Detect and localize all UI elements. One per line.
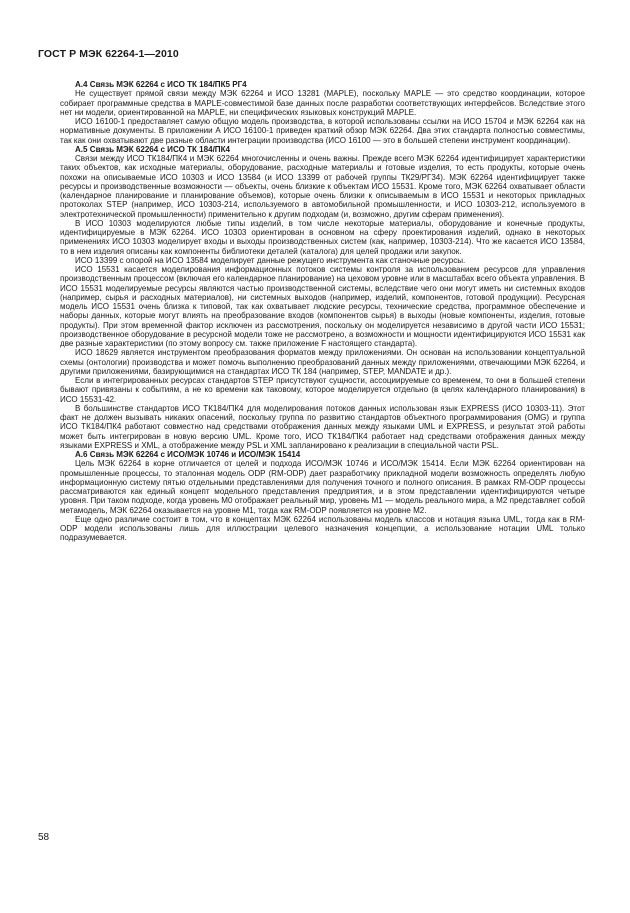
section-heading-a4: А.4 Связь МЭК 62264 с ИСО ТК 184/ПК5 РГ4 <box>75 80 247 89</box>
paragraph: ИСО 16100-1 предоставляет самую общую модель производства, в которой использованы ссылки на ИСО 15704 и МЭК 62264 как на нормативные документы. В приложении А ИСО 16100-1 приведен краткий обзор МЭК 62264. Два этих стандарта полностью совместимы, так как они охватывают две разные области интеграции производства (ИСО 16100 — это в большей степени инструмент координации). <box>60 117 585 145</box>
page-header: ГОСТ Р МЭК 62264-1—2010 <box>38 48 179 60</box>
paragraph: ИСО 13399 с опорой на ИСО 13584 моделирует данные режущего инструмента как станочные ресурсы. <box>75 255 466 265</box>
paragraph: Не существует прямой связи между МЭК 62264 и ИСО 13281 (MAPLE), поскольку MAPLE — это средство координации, которое собирает программные средства в MAPLE-совместимой базе данных после разработки соответствующих интерфейсов. Вследствие этого нет ни модели, ориентированной на MAPLE, ни специфических языковых конструкций MAPLE. <box>60 89 585 117</box>
page-number: 58 <box>38 832 50 843</box>
paragraph: Связи между ИСО ТК184/ПК4 и МЭК 62264 многочисленны и очень важны. Прежде всего МЭК 62264 идентифицирует характеристики таких объектов, как исходные материалы, оборудование, расходные материалы и готовые изделия, то есть продукты, которые очень похожи на описываемые ИСО 10303 и ИСО 13584 (и ИСО 13399 от рабочей группы ТК29/РГ34). МЭК 62264 идентифицирует также ресурсы и производственные возможности — объекты, очень близкие к объектам ИСО 15531. Кроме того, МЭК 62264 охватывает области (календарное планирование и планирование объемов), которые очень близки к описываемым в ИСО 15531 и некоторых прикладных протоколах STEP (например, ИСО 10303-214, используемого в автомобильной промышленности, и ИСО 10303-212, используемого в электротехнической промышленности) применительно к другим подходам (и, возможно, другим сферам применения). <box>60 154 585 219</box>
paragraph: ИСО 18629 является инструментом преобразования форматов между приложениями. Он основан на использовании концептуальной схемы (онтологии) производства и может помочь выполнению преобразований данных между приложениями, отвечающими МЭК 62264, и другими приложениями, базирующимися на стандартах ИСО ТК 184 (например, STEP, MANDATE и др.). <box>60 348 585 376</box>
paragraph: Цель МЭК 62264 в корне отличается от целей и подхода ИСО/МЭК 10746 и ИСО/МЭК 15414. Если МЭК 62264 ориентирован на промышленные процессы, то эталонная модель ODP (RM-ODP) дает разработчику прикладной модели возможность определять любую информационную систему пятью отдельными представлениями для получения точного и полного описания. В рамках RM-ODP процессы рассматриваются как единый концепт модельного представления предприятия, и в этом представлении идентифицируются четыре уровня. При таком подходе, когда уровень M0 отображает реальный мир, уровень M1 — модель реального мира, а M2 представляет собой метамодель, МЭК 62264 оказывается на уровне M1, тогда как RM-ODP появляется на уровне M2. <box>60 459 585 515</box>
paragraph: Еще одно различие состоит в том, что в концептах МЭК 62264 использованы модель классов и нотация языка UML, тогда как в RM-ODP модели использованы лишь для иллюстрации целевого назначения концепции, а использование нотации UML только подразумевается. <box>60 514 585 543</box>
paragraph: В большинстве стандартов ИСО ТК184/ПК4 для моделирования потоков данных использован язык EXPRESS (ИСО 10303-11). Этот факт не должен вызывать никаких опасений, поскольку группа по развитию стандартов объектного программирования (OMG) и группа ИСО ТК184/ПК4 работают совместно над средствами отображения данных между языками UML и EXPRESS, и результат этой работы может быть интегрирован в новую версию UML. Кроме того, ИСО ТК184/ПК4 работает над средствами отображения данных между языками EXPRESS и XML, а отображение между PSL и XML запланировано к реализации в специальной части PSL. <box>60 403 585 450</box>
section-heading-a5: А.5 Связь МЭК 62264 с ИСО ТК 184/ПК4 <box>75 144 230 154</box>
paragraph: В ИСО 10303 моделируются любые типы изделий, в том числе некоторые материалы, оборудование и конечные продукты, идентифицируемые в МЭК 62264. ИСО 10303 ориентирован в основном на сферу проектирования изделий, однако в некоторых применениях ИСО 10303 моделирует входы и выходы производственных систем (как, например, 10303-214). Что же касается ИСО 13584, то в нем изделия описаны как компоненты библиотеки деталей (каталога) для целей продажи или закупок. <box>60 218 585 256</box>
paragraph: ИСО 15531 касается моделирования информационных потоков системы контроля за использованием ресурсов для управления производственным процессом (включая его календарное планирование) на цеховом уровне или в масштабах всего объекта управления. В ИСО 15531 моделируемые ресурсы являются частью производственной системы, вследствие чего они могут иметь ни системных входов (например, сырья и расходных материалов), ни системных выходов (например, изделий, компонентов, готовой продукции). Ресурсная модель ИСО 15531 очень близка к типовой, так как охватывает людские ресурсы, технические средства, программное обеспечение и наборы данных, которые могут влиять на преобразование входов (компонентов сырья) в выходы (новые компоненты, изделия, готовые продукты). При этом временной фактор исключен из рассмотрения, поскольку он моделируется независимо в другой части ИСО 15531; производственное оборудование в ресурсной модели тоже не рассмотрено, а возможности и мощности идентифицируются ИСО 15531 как две разные характеристики (по этому вопросу см. также приложение F настоящего стандарта). <box>60 265 585 348</box>
section-heading-a6: А.6 Связь МЭК 62264 с ИСО/МЭК 10746 и ИСО/МЭК 15414 <box>75 450 301 459</box>
paragraph: Если в интегрированных ресурсах стандартов STEP присутствуют сущности, ассоциируемые со временем, то они в большей степени бывают привязаны к событиям, а не ко времени как таковому, которое моделируется отдельно (в целях календарного планирования) в ИСО 15531-42. <box>60 376 585 404</box>
document-body <box>60 80 585 543</box>
